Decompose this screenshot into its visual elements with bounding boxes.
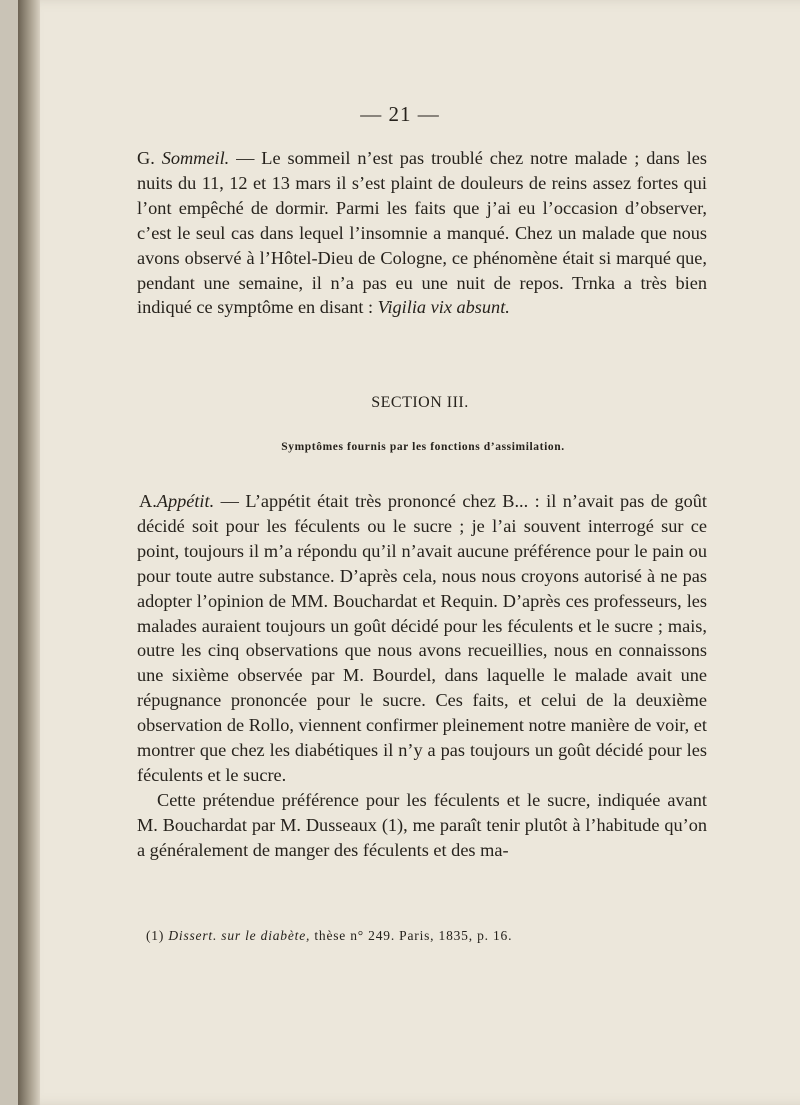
section-subheading: Symptômes fournis par les fonctions d’assimilation. [281,441,565,453]
section-heading: SECTION III. [371,394,469,411]
footnote [146,928,706,944]
section-title: Appétit. [156,491,215,511]
section-label: G. [137,148,155,168]
paragraph-continuation: Cette prétendue préférence pour les féculents et le sucre, indiquée avant M. Bouchardat par M. Dusseaux (1), me paraît tenir plutôt à l’habitude qu’on a généralement de manger des féculents et des ma- [137,789,707,860]
paragraph-text: — L’appétit était très prononcé chez B... : il n’avait pas de goût décidé soit pour les féculents ou le sucre ; je l’ai souvent interrogé sur ce point, toujours il m’a répondu qu’il n’avait aucune préférence pour le pain ou pour toute autre substance. D’après cela, nous nous croyons autorisé à ne pas adopter l’opinion de MM. Bouchardat et Requin. D’après ces professeurs, les malades auraient toujours un goût décidé pour les féculents et le sucre ; mais, outre les cinq observations que nous avons recueillies, nous en connaissons une sixième observée par M. Bourdel, dans laquelle le malade avait une répugnance prononcée pour le sucre. Ces faits, et celui de la deuxième observation de Rollo, viennent confirmer pleinement notre manière de voir, et montrer que chez les diabétiques il n’y a pas toujours un goût décidé pour les féculents et le sucre. [137,491,707,785]
footnote-text: thèse n° 249. Paris, 1835, p. 16. [310,928,513,943]
footnote-title: Dissert. sur le diabète, [168,928,311,943]
section-title: Sommeil. [161,148,230,168]
page-number: — 21 — [360,102,440,126]
book-spine [18,0,40,1105]
latin-quote: Vigilia vix absunt. [377,297,510,318]
paragraph-appetit [137,489,707,863]
paragraph-text: — Le sommeil n’est pas troublé chez notre malade ; dans les nuits du 11, 12 et 13 mars il s’est plaint de douleurs de reins assez fortes qui l’ont empêché de dormir. Parmi les faits que j’ai eu l’occasion d’observer, c’est le seul cas dans lequel l’insomnie a manqué. Chez un malade que nous avons observé à l’Hôtel-Dieu de Cologne, ce phénomène était si marqué que, pendant une semaine, il n’a pas eu une nuit de repos. Trnka a très bien indiqué ce symptôme en disant : [137,148,707,318]
section-label: A. [139,491,157,511]
footnote-marker: (1) [146,928,165,943]
paragraph-sommeil [137,146,707,320]
